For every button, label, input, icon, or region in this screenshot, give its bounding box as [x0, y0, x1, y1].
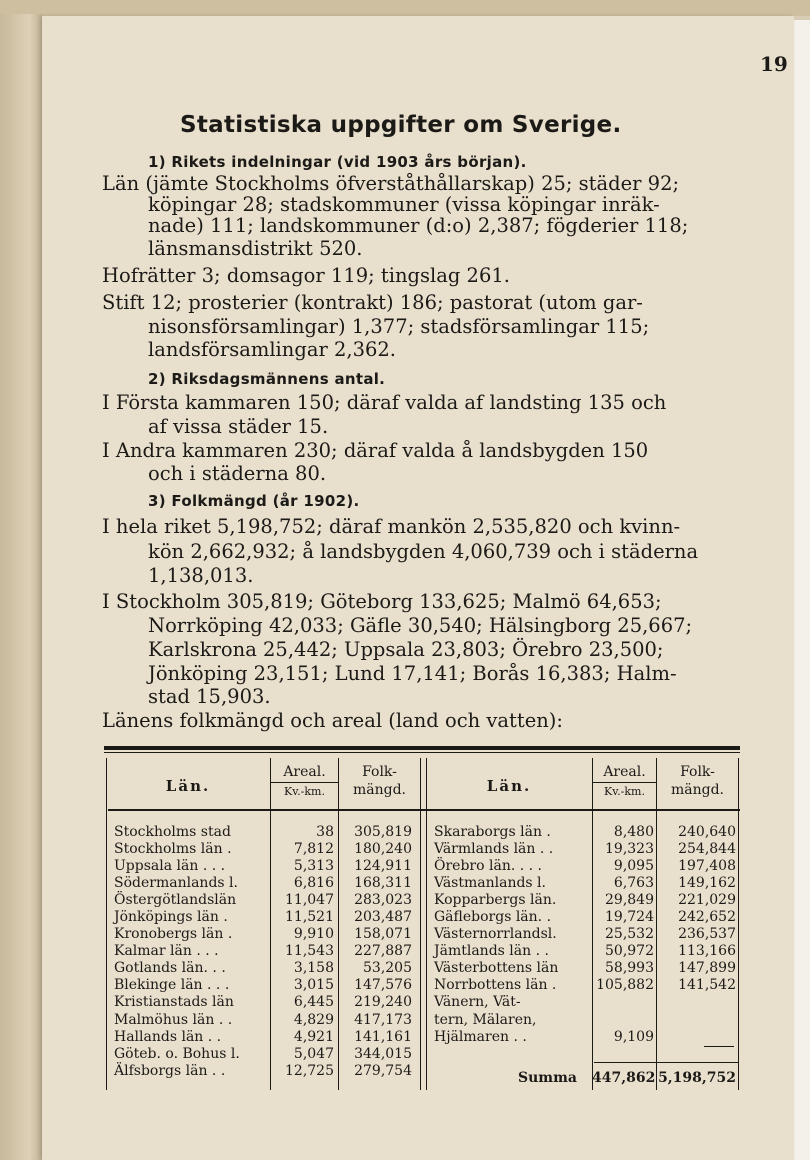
table-cell-folk: 197,408 [678, 858, 736, 875]
header-areal: Areal. [603, 764, 646, 780]
section-heading-riksdag: 2) Riksdagsmännens antal. [148, 370, 386, 388]
table-cell-areal [594, 994, 654, 1011]
table-cell-lan: Gäfleborgs län. . [434, 909, 552, 926]
table-cell-lan: Skaraborgs län . [434, 824, 551, 840]
table-border-left [106, 758, 107, 1090]
table-cell-areal: 50,972 [605, 943, 654, 960]
left-lan-column [114, 824, 270, 1080]
empty-value-dash [704, 1046, 734, 1047]
table-header-rule [108, 809, 740, 811]
summa-label: Summa [518, 1070, 577, 1086]
text-line: Länens folkmängd och areal (land och vatten): [102, 709, 563, 732]
table-cell-folk: 149,162 [678, 875, 736, 892]
summa-folk: 5,198,752 [658, 1070, 736, 1086]
table-cell-lan: Norrbottens län . [434, 977, 557, 994]
table-cell-areal: 7,812 [293, 841, 334, 858]
table-cell-lan: Jönköpings län . [114, 909, 228, 926]
section-heading-indelningar: 1) Rikets indelningar (vid 1903 års början). [148, 153, 527, 171]
table-cell-lan: Hjälmaren . . [434, 1028, 527, 1045]
table-cell-lan: Älfsborgs län . . [114, 1062, 226, 1079]
right-areal-column [594, 824, 654, 1046]
header-areal: Areal. [283, 764, 326, 780]
text-line: Jönköping 23,151; Lund 17,141; Borås 16,383; Halm- [148, 662, 677, 685]
page-number: 19 [760, 52, 788, 76]
page-title: Statistiska uppgifter om Sverige. [180, 112, 622, 138]
table-cell-lan: Göteb. o. Bohus l. [114, 1045, 240, 1062]
table-cell-folk: 124,911 [354, 858, 412, 875]
text-line: nade) 111; landskommuner (d:o) 2,387; fögderier 118; [148, 214, 689, 237]
table-cell-folk: 219,240 [354, 994, 412, 1011]
table-cell-folk: 417,173 [354, 1011, 412, 1028]
table-cell-areal: 4,921 [293, 1028, 334, 1045]
table-cell-areal: 19,724 [605, 909, 654, 926]
text-line: Karlskrona 25,442; Uppsala 23,803; Örebro 23,500; [148, 638, 664, 661]
table-cell-lan: Västerbottens län [434, 960, 559, 977]
table-cell-folk: 221,029 [678, 892, 736, 909]
text-line: 1,138,013. [148, 564, 254, 587]
summa-rule [594, 1062, 738, 1063]
table-cell-lan: Blekinge län . . . [114, 977, 230, 994]
column-divider [270, 758, 271, 1090]
column-divider [420, 758, 421, 1090]
text-line: I Första kammaren 150; däraf valda af landsting 135 och [102, 391, 667, 414]
table-cell-areal: 5,047 [293, 1045, 334, 1062]
table-cell-folk: 227,887 [354, 943, 412, 960]
text-line: I Andra kammaren 230; däraf valda å landsbygden 150 [102, 439, 649, 462]
table-cell-lan: Malmöhus län . . [114, 1011, 233, 1028]
header-sub-rule [593, 782, 656, 783]
table-cell-lan: Örebro län. . . . [434, 858, 542, 875]
table-cell-folk: 305,819 [354, 824, 412, 840]
table-cell-lan: Uppsala län . . . [114, 858, 226, 875]
table-cell-folk: 168,311 [354, 875, 412, 892]
table-cell-lan: Stockholms stad [114, 824, 231, 840]
table-cell-lan: Vänern, Vät- [434, 994, 521, 1011]
table-cell-folk: 147,899 [678, 960, 736, 977]
text-line: nisonsförsamlingar) 1,377; stadsförsamlingar 115; [148, 315, 650, 338]
table-cell-folk: 141,542 [678, 977, 736, 994]
table-cell-areal: 9,910 [293, 926, 334, 943]
table-cell-areal: 3,015 [293, 977, 334, 994]
table-cell-lan: Jämtlands län . . [434, 943, 549, 960]
table-top-rule [104, 746, 740, 750]
table-cell-areal: 11,521 [285, 909, 334, 926]
table-cell-folk: 344,015 [354, 1045, 412, 1062]
table-cell-areal: 9,095 [613, 858, 654, 875]
table-cell-folk: 236,537 [678, 926, 736, 943]
table-cell-areal: 6,816 [293, 875, 334, 892]
header-areal-unit: Kv.-km. [284, 785, 325, 798]
text-line: köpingar 28; stadskommuner (vissa köpingar inräk- [148, 193, 660, 216]
table-cell-folk: 279,754 [354, 1062, 412, 1079]
table-cell-lan: Gotlands län. . . [114, 960, 226, 977]
column-divider [656, 758, 657, 1090]
table-top-rule-thin [104, 752, 740, 753]
table-cell-lan: Östergötlandslän [114, 892, 237, 909]
left-areal-column [272, 824, 334, 1080]
table-cell-areal: 5,313 [293, 858, 334, 875]
text-line: af vissa städer 15. [148, 415, 329, 438]
table-cell-lan: Kristianstads län [114, 994, 234, 1011]
table-cell-folk: 113,166 [678, 943, 736, 960]
table-cell-folk: 242,652 [678, 909, 736, 926]
text-line: Län (jämte Stockholms öfverståthållarskap) 25; städer 92; [102, 172, 680, 195]
table-cell-lan: Västmanlands l. [434, 875, 546, 892]
table-cell-lan: Kronobergs län . [114, 926, 233, 943]
table-cell-folk [658, 994, 736, 1011]
table-cell-areal: 4,829 [293, 1011, 334, 1028]
header-areal-unit: Kv.-km. [604, 785, 645, 798]
column-divider [592, 758, 593, 1090]
header-folk: Folk- [362, 764, 397, 780]
table-cell-areal: 6,763 [613, 875, 654, 892]
left-folk-column [340, 824, 412, 1080]
table-cell-areal: 105,882 [596, 977, 654, 994]
header-sub-rule [271, 782, 338, 783]
table-cell-folk: 147,576 [354, 977, 412, 994]
text-line: kön 2,662,932; å landsbygden 4,060,739 och i städerna [148, 540, 699, 563]
table-cell-areal: 29,849 [605, 892, 654, 909]
text-line: Hofrätter 3; domsagor 119; tingslag 261. [102, 264, 510, 287]
table-cell-folk: 158,071 [354, 926, 412, 943]
text-line: I hela riket 5,198,752; däraf mankön 2,535,820 och kvinn- [102, 515, 681, 538]
table-cell-areal: 12,725 [285, 1062, 334, 1079]
table-cell-areal: 11,047 [285, 892, 334, 909]
text-line: och i städerna 80. [148, 462, 327, 485]
header-lan: Län. [165, 777, 211, 795]
text-line: Stift 12; prosterier (kontrakt) 186; pastorat (utom gar- [102, 291, 643, 314]
table-cell-lan: Kalmar län . . . [114, 943, 219, 960]
header-folk2: mängd. [352, 782, 406, 798]
column-divider-double [426, 758, 427, 1090]
header-folk2: mängd. [670, 782, 724, 798]
table-cell-areal [594, 1012, 654, 1029]
table-border-right [738, 758, 739, 1090]
table-cell-folk: 283,023 [354, 892, 412, 909]
table-cell-areal: 38 [316, 824, 334, 840]
table-cell-folk [658, 1029, 736, 1046]
text-line: landsförsamlingar 2,362. [148, 338, 396, 361]
right-lan-column [434, 824, 592, 1046]
previous-page-edge [0, 14, 42, 1160]
text-line: länsmansdistrikt 520. [148, 237, 363, 260]
table-cell-folk: 180,240 [354, 841, 412, 858]
text-line: I Stockholm 305,819; Göteborg 133,625; Malmö 64,653; [102, 590, 662, 613]
table-cell-lan: Stockholms län . [114, 841, 232, 858]
table-cell-folk: 203,487 [354, 909, 412, 926]
table-cell-areal: 25,532 [605, 926, 654, 943]
table-cell-folk: 53,205 [363, 960, 412, 977]
column-divider [338, 758, 339, 1090]
table-cell-areal: 8,480 [613, 824, 654, 840]
table-cell-areal: 11,543 [285, 943, 334, 960]
table-cell-folk: 240,640 [678, 824, 736, 840]
table-cell-lan: Västernorrlandsl. [434, 926, 557, 943]
table-cell-folk: 141,161 [354, 1028, 412, 1045]
table-cell-lan: Hallands län . . [114, 1028, 222, 1045]
table-cell-folk: 254,844 [678, 841, 736, 858]
table-cell-lan: Värmlands län . . [434, 841, 554, 858]
table-cell-areal: 6,445 [293, 994, 334, 1011]
table-cell-areal: 3,158 [293, 960, 334, 977]
text-line: stad 15,903. [148, 685, 271, 708]
table-cell-areal: 9,109 [613, 1028, 654, 1045]
header-lan: Län. [486, 777, 532, 795]
table-cell-lan: tern, Mälaren, [434, 1011, 537, 1028]
header-folk: Folk- [680, 764, 715, 780]
text-line: Norrköping 42,033; Gäfle 30,540; Hälsingborg 25,667; [148, 614, 693, 637]
section-heading-folkmangd: 3) Folkmängd (år 1902). [148, 492, 360, 510]
summa-areal: 447,862 [592, 1070, 656, 1086]
right-folk-column [658, 824, 736, 1046]
table-cell-areal: 19,323 [605, 841, 654, 858]
table-cell-lan: Södermanlands l. [114, 875, 238, 892]
table-cell-folk [658, 1012, 736, 1029]
table-cell-lan: Kopparbergs län. [434, 892, 557, 909]
table-cell-areal: 58,993 [605, 960, 654, 977]
book-top-edge [0, 0, 810, 16]
